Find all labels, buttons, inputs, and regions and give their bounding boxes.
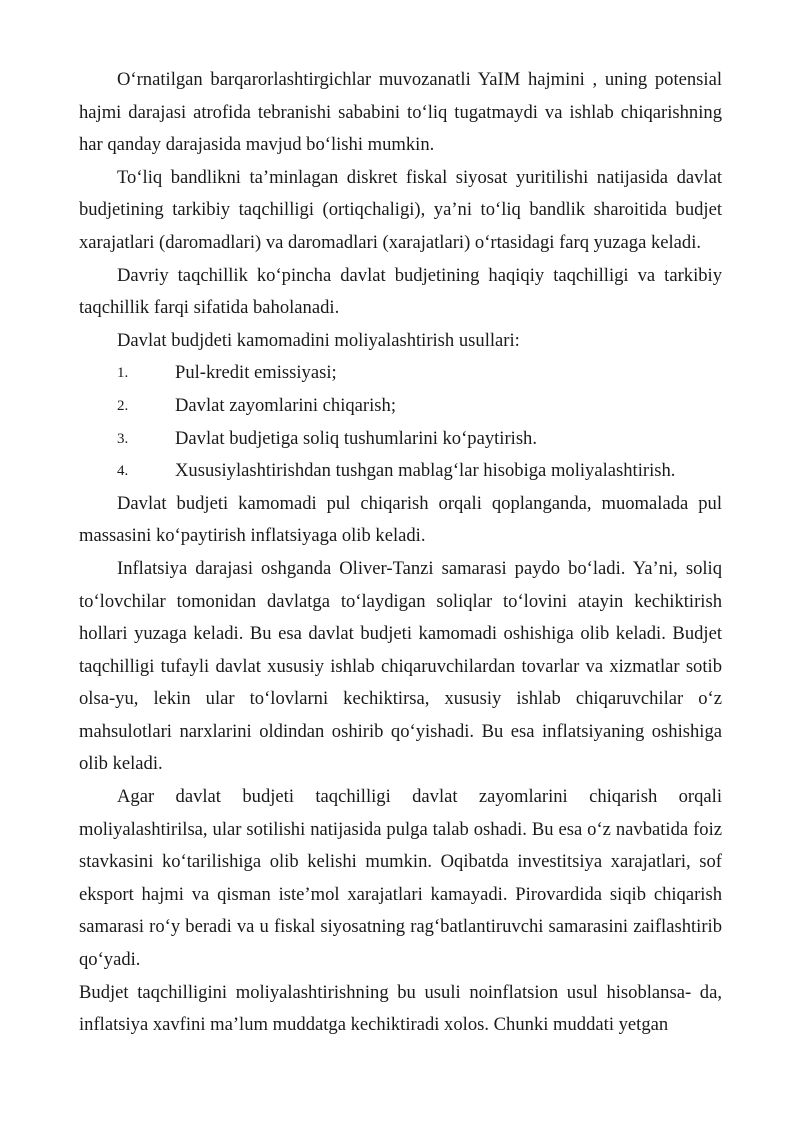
- paragraph: Agar davlat budjeti taqchilligi davlat zayomlarini chiqarish orqali moliyalashtirilsa, ular sotilishi natijasida pulga talab oshadi. Bu esa o‘z navbatida foiz stavkasini ko‘tarilishiga olib kelishi mumkin. Oqibatda investitsiya xarajatlari, sof eksport hajmi va qisman iste’mol xarajatlari kamayadi. Pirovardida siqib chiqarish samarasi ro‘y beradi va u fiskal siyosatning rag‘batlantiruvchi samarasini zaiflashtirib qo‘yadi.: [79, 786, 722, 971]
- paragraph: Inflatsiya darajasi oshganda Oliver-Tanzi samarasi paydo bo‘ladi. Ya’ni, soliq to‘lovchilar tomonidan davlatga to‘laydigan soliqlar to‘lovini atayin kechiktirish hollari yuzaga keladi. Bu esa davlat budjeti kamomadi oshishiga olib keladi. Budjet taqchilligi tufayli davlat xususiy ishlab chiqaruvchilardan tovarlar va xizmatlar sotib olsa-yu, lekin ular to‘lovlarni kechiktirsa, xususiy ishlab chiqaruvchilar o‘z mahsulotlari narxlarini oldindan oshirib qo‘yishadi. Bu esa inflatsiyaning oshishiga olib keladi.: [79, 557, 722, 775]
- paragraph: Davlat budjeti kamomadi pul chiqarish orqali qoplanganda, muomalada pul massasini ko‘paytirish inflatsiyaga olib keladi.: [79, 492, 722, 547]
- document-page: [79, 64, 722, 1042]
- list-item: [79, 390, 722, 423]
- list-item: [79, 423, 722, 456]
- list-text: Davlat zayomlarini chiqarish;: [175, 394, 396, 416]
- paragraph-final: Budjet taqchilligini moliyalashtirishning bu usuli noinflatsion usul hisoblansa- da, inflatsiya xavfini ma’lum muddatga kechiktiradi xolos. Chunki muddati yetgan: [79, 981, 722, 1036]
- list-number: 1.: [117, 365, 129, 382]
- list-item: [79, 357, 722, 390]
- list-number: 2.: [117, 397, 129, 414]
- list-number: 3.: [117, 430, 129, 447]
- list-heading: Davlat budjdeti kamomadini moliyalashtirish usullari:: [117, 329, 520, 351]
- list-number: 4.: [117, 463, 129, 480]
- list-item: [79, 455, 722, 488]
- paragraph: To‘liq bandlikni ta’minlagan diskret fiskal siyosat yuritilishi natijasida davlat budjetining tarkibiy taqchilligi (ortiqchaligi), ya’ni to‘liq bandlik sharoitida budjet xarajatlari (daromadlari) va daromadlari (xarajatlari) o‘rtasidagi farq yuzaga keladi.: [79, 166, 722, 253]
- list-text: Davlat budjetiga soliq tushumlarini ko‘paytirish.: [175, 427, 538, 449]
- list-text: Xususiylashtirishdan tushgan mablag‘lar hisobiga moliyalashtirish.: [175, 460, 676, 482]
- paragraph: O‘rnatilgan barqarorlashtirgichlar muvozanatli YaIM hajmini , uning potensial hajmi darajasi atrofida tebranishi sababini to‘liq tugatmaydi va ishlab chiqarishning har qanday darajasida mavjud bo‘lishi mumkin.: [79, 69, 722, 156]
- list-text: Pul-kredit emissiyasi;: [175, 362, 337, 384]
- paragraph: Davriy taqchillik ko‘pincha davlat budjetining haqiqiy taqchilligi va tarkibiy taqchillik farqi sifatida baholanadi.: [79, 264, 722, 319]
